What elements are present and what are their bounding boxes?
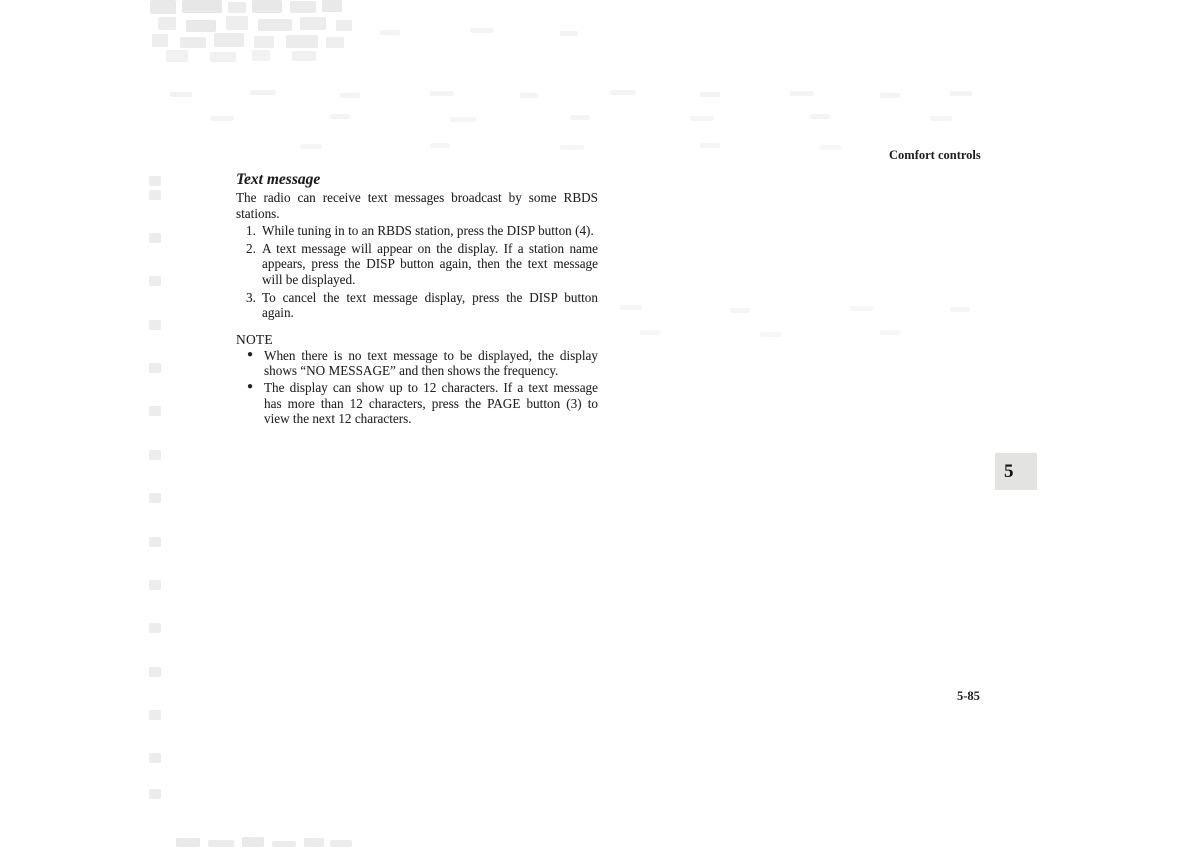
- scan-noise-block: [149, 406, 161, 416]
- scan-noise-block: [326, 37, 344, 48]
- scan-noise-block: [300, 17, 326, 30]
- scan-noise-block: [149, 363, 161, 373]
- scan-noise-block: [152, 34, 168, 47]
- note-label: NOTE: [236, 331, 273, 347]
- scan-noise-block: [330, 114, 350, 119]
- step-item: [236, 290, 598, 321]
- page-number: 5-85: [957, 689, 980, 703]
- scan-noise-block: [176, 838, 200, 847]
- note-list: [236, 348, 598, 427]
- scan-noise-block: [300, 144, 322, 149]
- step-item: [236, 223, 598, 239]
- scan-noise-block: [700, 92, 720, 97]
- note-text: When there is no text message to be displayed, the display shows “NO MESSAGE” and then shows the frequency.: [264, 347, 598, 379]
- scan-noise-block: [430, 143, 450, 148]
- step-number: 2.: [246, 240, 256, 256]
- scan-noise-block: [210, 116, 234, 121]
- scan-noise-block: [450, 117, 476, 122]
- scan-noise-block: [226, 16, 248, 30]
- scan-noise-block: [304, 838, 324, 847]
- scan-noise-block: [149, 450, 161, 460]
- scan-noise-block: [810, 114, 830, 119]
- scan-noise-block: [470, 28, 494, 33]
- scan-noise-block: [336, 20, 352, 31]
- scan-noise-block: [228, 2, 246, 13]
- scan-noise-block: [149, 176, 161, 186]
- scan-noise-block: [850, 306, 874, 311]
- text-column: [236, 171, 598, 427]
- bullet-icon: ●: [247, 349, 254, 361]
- scan-noise-block: [700, 143, 720, 148]
- section-heading: Text message: [236, 171, 321, 188]
- scan-noise-block: [149, 493, 161, 503]
- scan-noise-block: [180, 37, 206, 48]
- scan-noise-block: [149, 276, 161, 286]
- step-text: To cancel the text message display, press the DISP button again.: [262, 289, 598, 321]
- scan-noise-block: [820, 145, 842, 150]
- note-item: [236, 348, 598, 379]
- intro-paragraph: The radio can receive text messages broadcast by some RBDS stations.: [236, 190, 598, 221]
- scan-noise-block: [950, 307, 970, 312]
- step-number: 1.: [246, 223, 256, 239]
- scan-noise-block: [272, 841, 296, 847]
- scan-noise-block: [790, 91, 814, 96]
- scan-noise-block: [292, 51, 316, 61]
- scan-noise-block: [880, 93, 900, 98]
- scan-noise-block: [258, 19, 292, 31]
- scan-noise-block: [149, 320, 161, 330]
- step-text: A text message will appear on the display. If a station name appears, press the DISP button again, then the text message will be displayed.: [262, 240, 598, 287]
- scan-noise-block: [150, 0, 176, 14]
- scan-noise-block: [322, 0, 342, 12]
- scan-noise-block: [158, 17, 176, 30]
- scan-noise-block: [149, 233, 161, 243]
- scan-noise-block: [149, 580, 161, 590]
- scan-noise-block: [430, 91, 454, 96]
- scan-noise-block: [252, 0, 282, 13]
- note-text: The display can show up to 12 characters. If a text message has more than 12 characters, press the PAGE button (3) to view the next 12 characters.: [264, 379, 598, 427]
- scan-noise-block: [380, 30, 400, 35]
- scan-noise-block: [250, 90, 276, 95]
- step-text: While tuning in to an RBDS station, press the DISP button (4).: [262, 223, 594, 239]
- scan-noise-block: [149, 537, 161, 547]
- scan-noise-block: [560, 31, 578, 36]
- scan-noise-block: [149, 753, 161, 763]
- scan-noise-block: [290, 1, 316, 13]
- scan-noise-block: [242, 837, 264, 847]
- scan-noise-block: [730, 308, 750, 313]
- numbered-steps: [236, 223, 598, 321]
- bullet-icon: ●: [247, 381, 254, 393]
- scan-noise-block: [330, 840, 352, 847]
- scan-noise-block: [170, 92, 192, 97]
- scan-noise-block: [214, 33, 244, 47]
- scan-noise-block: [286, 35, 318, 48]
- scan-noise-block: [610, 90, 636, 95]
- scan-noise-block: [166, 50, 188, 62]
- scan-noise-block: [640, 330, 660, 335]
- step-number: 3.: [246, 289, 256, 305]
- scan-noise-block: [760, 332, 782, 337]
- scan-noise-block: [149, 190, 161, 200]
- scan-noise-block: [149, 789, 161, 799]
- scan-noise-block: [950, 91, 972, 96]
- chapter-tab-number: 5: [1004, 460, 1014, 482]
- running-header: Comfort controls: [889, 148, 981, 162]
- scan-noise-block: [149, 710, 161, 720]
- scan-noise-block: [690, 116, 714, 121]
- scan-noise-block: [149, 667, 161, 677]
- step-item: [236, 241, 598, 288]
- scan-noise-block: [880, 330, 900, 335]
- scan-noise-block: [149, 623, 161, 633]
- scan-noise-block: [210, 52, 236, 62]
- scan-noise-block: [620, 305, 642, 310]
- scan-noise-block: [252, 50, 270, 61]
- scan-noise-block: [254, 36, 274, 48]
- chapter-tab: [995, 453, 1037, 490]
- scan-noise-block: [520, 93, 538, 98]
- scan-noise-block: [340, 93, 360, 98]
- scan-noise-block: [930, 116, 952, 121]
- scan-noise-block: [208, 840, 234, 847]
- scan-noise-block: [570, 115, 590, 120]
- scan-noise-block: [186, 20, 216, 32]
- scan-noise-block: [182, 0, 222, 13]
- scan-noise-block: [560, 145, 584, 150]
- note-item: [236, 380, 598, 427]
